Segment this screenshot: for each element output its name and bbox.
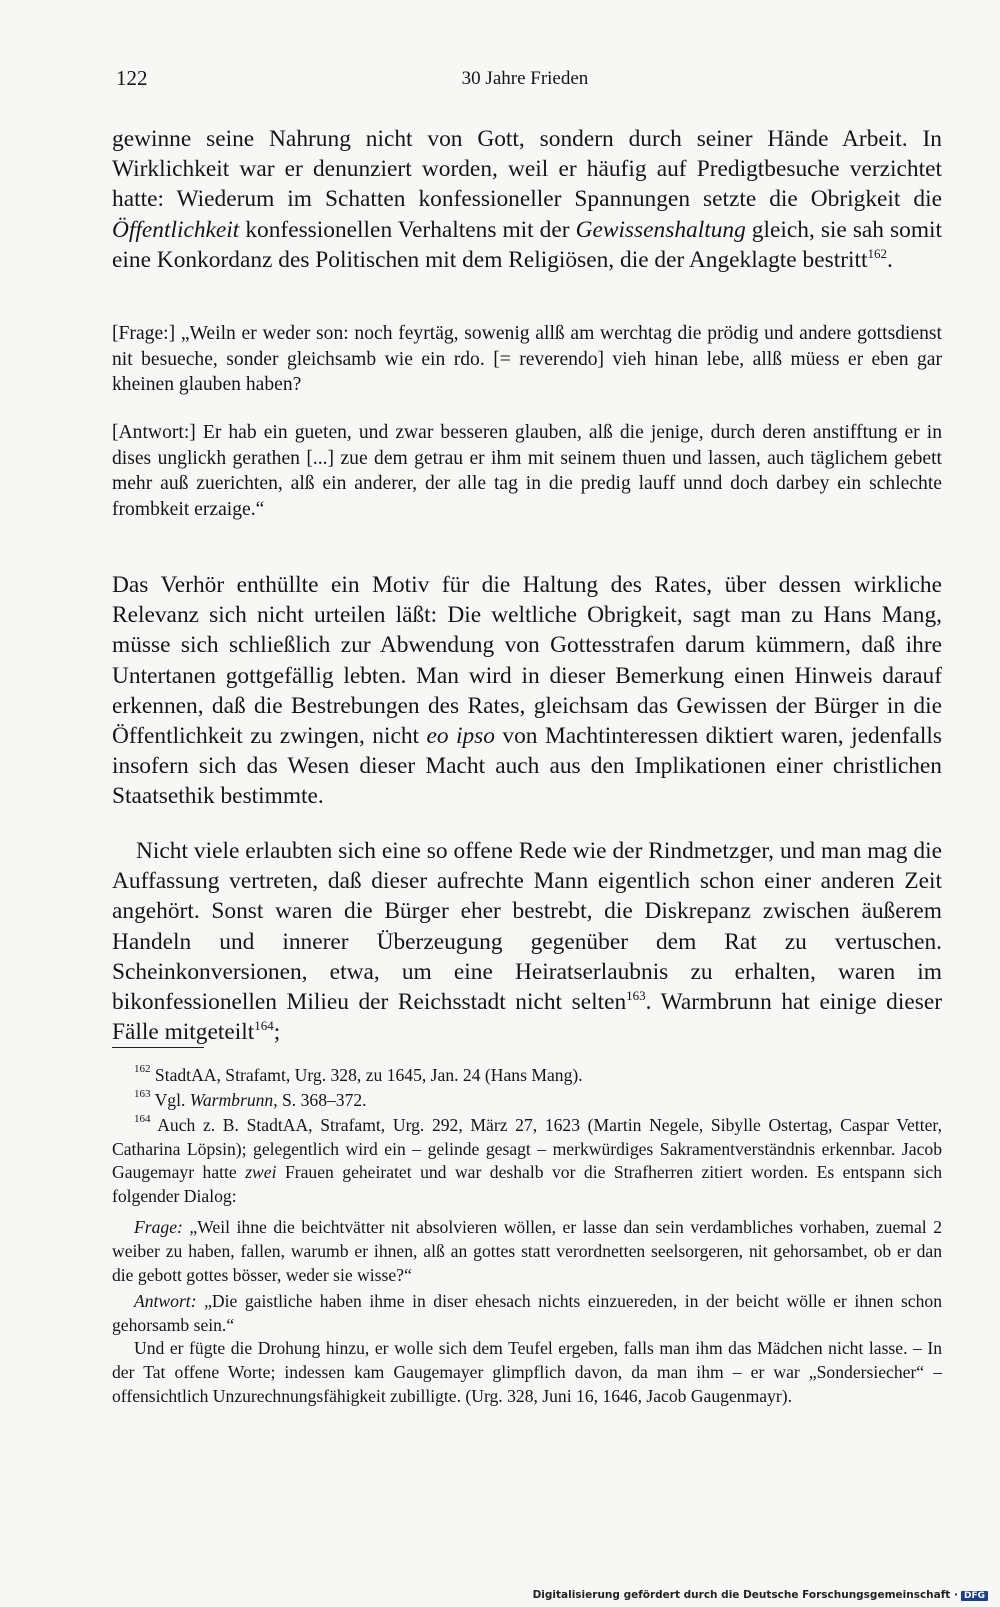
footnote-164-text-b: Frauen geheiratet und war deshalb vor die Strafherren zitiert worden. Es entspann sich folgender Dialog: <box>112 1162 943 1207</box>
paragraph-3-text-b: . Warmbrunn hat einige dieser Fälle mitgeteilt <box>112 989 942 1046</box>
footnote-164-continuation: Und er fügte die Drohung hinzu, er wolle sich dem Teufel ergeben, falls man ihm das Mädchen nicht lasse. – In der Tat offene Worte; indessen kam Gaugemayer glimpflich davon, da man ihm – er war „Sondersiecher“ – offensichtlich Unzurechnungsfähigkeit zubilligte. (Urg. 328, Juni 16, 1646, Jacob Gaugenmayr). <box>112 1338 942 1406</box>
footnote-ref-164[interactable]: 164 <box>254 1018 274 1034</box>
dfg-logo-icon: DFG <box>961 1591 988 1601</box>
dialog-label-frage: Frage: <box>134 1217 183 1237</box>
paragraph-1-text-c: gleich, sie sah somit eine Konkordanz des Politischen mit dem Religiösen, die der Angeklagte bestritt <box>112 216 943 273</box>
footnote-162 <box>112 1060 942 1088</box>
paragraph-3-text-a: Nicht viele erlaubten sich eine so offene Rede wie der Rindmetzger, und man mag die Auffassung vertreten, daß dieser aufrechte Mann eigentlich schon einer anderen Zeit angehört. Sonst waren die Bürger eher bestrebt, die Diskrepanz zwischen äußerem Handeln und innerer Überzeugung gegenüber dem Rat zu vertuschen. Scheinkonversionen, etwa, um eine Heiratserlaubnis zu erhalten, waren im bikonfessionellen Milieu der Reichsstadt nicht selten <box>112 838 942 1016</box>
paragraph-1-text-a: gewinne seine Nahrung nicht von Gott, sondern durch seiner Hände Arbeit. In Wirklichkeit war er denunziert worden, weil er häufig auf Predigtbesuche verzichtet hatte: Wiederum im Schatten konfessioneller Spannungen setzte die Obrigkeit die <box>112 126 942 213</box>
paragraph-3-text-c: ; <box>273 1019 281 1046</box>
footnote-164-text-a: Auch z. B. StadtAA, Strafamt, Urg. 292, März 27, 1623 (Martin Negele, Sibylle Ostertag, Caspar Vetter, Catharina Löpsin); gelegentlich wird ein – gelinde gesagt – merkwürdiges Sakramentverständnis erkennbar. Jacob Gaugemayr hatte <box>112 1114 942 1183</box>
paragraph-1-italic-2: Gewissenshaltung <box>575 216 746 243</box>
paragraph-1-text-b: konfessionellen Verhaltens mit der <box>239 216 576 243</box>
footnote-ref-163[interactable]: 163 <box>626 988 646 1004</box>
footnote-mark-164: 164 <box>134 1113 151 1125</box>
paragraph-2-text-b: von Machtinteressen diktiert waren, jedenfalls insofern sich das Wesen dieser Macht auch aus den Implikationen einer christlichen Staatsethik bestimmte. <box>112 723 943 810</box>
dialog-antwort-text: „Die gaistliche haben ihme in diser ehesach nichts einzuereden, in der beicht wölle er ihnen schon gehorsamb sein.“ <box>112 1291 942 1335</box>
running-title: 30 Jahre Frieden <box>461 68 589 89</box>
footnote-dialog-antwort <box>112 1290 942 1338</box>
footnote-divider <box>112 1047 204 1048</box>
paragraph-2 <box>112 570 942 812</box>
paragraph-1-text-d: . <box>886 246 893 273</box>
footnote-163 <box>112 1085 942 1113</box>
footnote-dialog-frage <box>112 1216 942 1287</box>
paragraph-2-text-a: Das Verhör enthüllte ein Motiv für die Haltung des Rates, über dessen wirkliche Relevanz sich nicht urteilen läßt: Die weltliche Obrigkeit, sagt man zu Hans Mang, müsse sich schließlich zur Abwendung von Gottesstrafen darum kümmern, daß ihre Untertanen gottgefällig lebten. Man wird in dieser Bemerkung einen Hinweis darauf erkennen, daß die Bestrebungen des Rates, gleichsam das Gewissen der Bürger in die Öffentlichkeit zu zwingen, nicht <box>112 572 942 750</box>
credit-text: Digitalisierung gefördert durch die Deutsche Forschungsgemeinschaft · <box>532 1589 958 1601</box>
footnote-mark-162: 162 <box>134 1063 151 1075</box>
footnote-162-text: StadtAA, Strafamt, Urg. 328, zu 1645, Jan. 24 (Hans Mang). <box>154 1064 583 1085</box>
footnote-164 <box>112 1110 942 1209</box>
paragraph-2-italic: eo ipso <box>426 723 495 750</box>
page-header <box>112 66 938 96</box>
quote-antwort: [Antwort:] Er hab ein gueten, und zwar besseren glauben, alß die jenige, durch deren anstifftung er in dises unglickh gerathen [...] zue dem getrau er ihm mit seinem thuen und lassen, auch täglichem gebett mehr auß zuerichten, alß ein anderer, der alle tag in die predig lauff unnd doch darbey ein schlechte frombkeit erzaige.“ <box>112 422 942 520</box>
footnote-164-italic: zwei <box>245 1162 277 1183</box>
paragraph-1-italic-1: Öffentlichkeit <box>112 216 240 243</box>
dialog-label-antwort: Antwort: <box>134 1291 197 1311</box>
paragraph-3 <box>112 836 942 1047</box>
footnote-163-pre: Vgl. <box>154 1089 190 1110</box>
footnote-163-italic: Warmbrunn <box>189 1089 274 1110</box>
paragraph-1 <box>112 124 942 275</box>
dialog-frage-text: „Weil ihne die beichtvätter nit absolvieren wöllen, er lasse dan sein verdambliches vorhaben, zuemal 2 weiber zu haben, fallen, warumb er ihnen, alß an gottes statt verordnetten seelsorgeren, nit gehorsambet, ob er dan die gebott gottes bösser, weder sie wisse?“ <box>112 1217 942 1285</box>
footnote-163-post: , S. 368–372. <box>273 1089 367 1110</box>
quote-frage: [Frage:] „Weiln er weder son: noch feyrtäg, sowenig allß am werchtag die prödig und andere gottsdienst nit besueche, sonder gleichsamb wie ein rdo. [= reverendo] vieh hinan lebe, allß müess er eben gar kheinen glauben haben? <box>112 323 942 396</box>
digitization-credit <box>533 1589 988 1601</box>
footnote-ref-162[interactable]: 162 <box>867 246 887 262</box>
page-number: 122 <box>116 66 148 90</box>
footnote-mark-163: 163 <box>134 1088 151 1100</box>
